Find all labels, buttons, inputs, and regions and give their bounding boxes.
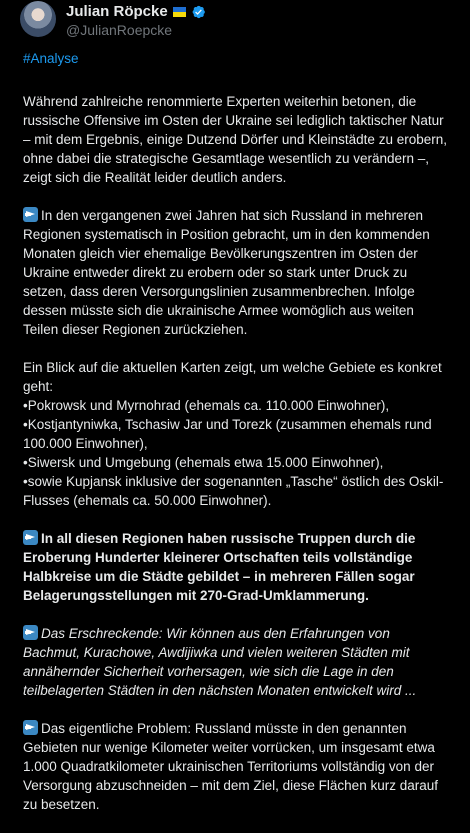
tweet-text bbox=[23, 49, 449, 833]
verified-badge-icon bbox=[190, 4, 206, 20]
author-name-row[interactable] bbox=[66, 3, 206, 20]
list-item: •Siwersk und Umgebung (ehemals etwa 15.000 Einwohner), bbox=[23, 455, 384, 470]
tweet-paragraph-intro: Während zahlreiche renommierte Experten weiterhin betonen, die russische Offensive im Osten der Ukraine sei lediglich taktischer Natur – mit dem Ergebnis, einige Dutzend Dörfer und Kleinstädte zu erobern, ohne dabei die strategische Gesamtlage wesentlich zu verändern –, zeigt sich die Realität leider deutlich anders. bbox=[23, 94, 447, 185]
list-item: •Kostjantyniwka, Tschasiw Jar und Torezk (zusammen ehemals rund 100.000 Einwohner), bbox=[23, 417, 432, 451]
tweet-header bbox=[20, 0, 460, 44]
list-item: •sowie Kupjansk inklusive der sogenannten „Tasche“ östlich des Oskil-Flusses (ehemals ca. 50.000 Einwohner). bbox=[23, 474, 444, 508]
author-handle[interactable]: @JulianRoepcke bbox=[66, 22, 173, 38]
paragraph-4-text: In all diesen Regionen haben russische Truppen durch die Eroberung Hunderter kleinerer Ortschaften teils vollständige Halbkreise um die Städte gebildet – in mehreren Fällen sogar Belagerungsstellungen mit 270-Grad-Umklammerung. bbox=[23, 531, 416, 603]
paragraph-6-text: Das eigentliche Problem: Russland müsste in den genannten Gebieten nur wenige Kilometer weiter vorrücken, um insgesamt etwa 1.000 Quadratkilometer ukrainischen Territoriums vollständig von der Versorgung abzuschneiden – mit dem Ziel, diese Flächen kurz darauf zu besetzen. bbox=[23, 721, 438, 812]
right-arrow-icon bbox=[23, 207, 38, 222]
paragraph-3-intro: Ein Blick auf die aktuellen Karten zeigt, um welche Gebiete es konkret geht: bbox=[23, 360, 442, 394]
tweet-paragraph-4 bbox=[23, 529, 449, 605]
hashtag-link[interactable]: #Analyse bbox=[23, 51, 79, 66]
author-name[interactable]: Julian Röpcke bbox=[66, 3, 168, 20]
tweet-paragraph-2 bbox=[23, 206, 449, 339]
paragraph-5-text: Das Erschreckende: Wir können aus den Erfahrungen von Bachmut, Kurachowe, Awdijiwka und vielen weiteren Städten mit annähernder Sicherheit vorhersagen, wie sich die Lage in den teilbelagerten Städten in den nächsten Monaten entwickelt wird ... bbox=[23, 626, 417, 698]
right-arrow-icon bbox=[23, 530, 38, 545]
avatar[interactable] bbox=[20, 1, 56, 37]
right-arrow-icon bbox=[23, 720, 38, 735]
tweet-paragraph-5 bbox=[23, 624, 449, 700]
region-list bbox=[23, 396, 449, 510]
right-arrow-icon bbox=[23, 625, 38, 640]
paragraph-2-text: In den vergangenen zwei Jahren hat sich Russland in mehreren Regionen systematisch in Position gebracht, um in den kommenden Monaten gleich vier ehemalige Bevölkerungszentren im Osten der Ukraine entweder direkt zu erobern oder so stark unter Druck zu setzen, dass deren Versorgungslinien zusammenbrechen. Infolge dessen müsste sich die ukrainische Armee womöglich aus weiten Teilen dieser Regionen zurückziehen. bbox=[23, 208, 430, 337]
ukraine-flag-icon bbox=[173, 7, 186, 17]
list-item: •Pokrowsk und Myrnohrad (ehemals ca. 110.000 Einwohner), bbox=[23, 398, 390, 413]
tweet-paragraph-3 bbox=[23, 358, 449, 510]
